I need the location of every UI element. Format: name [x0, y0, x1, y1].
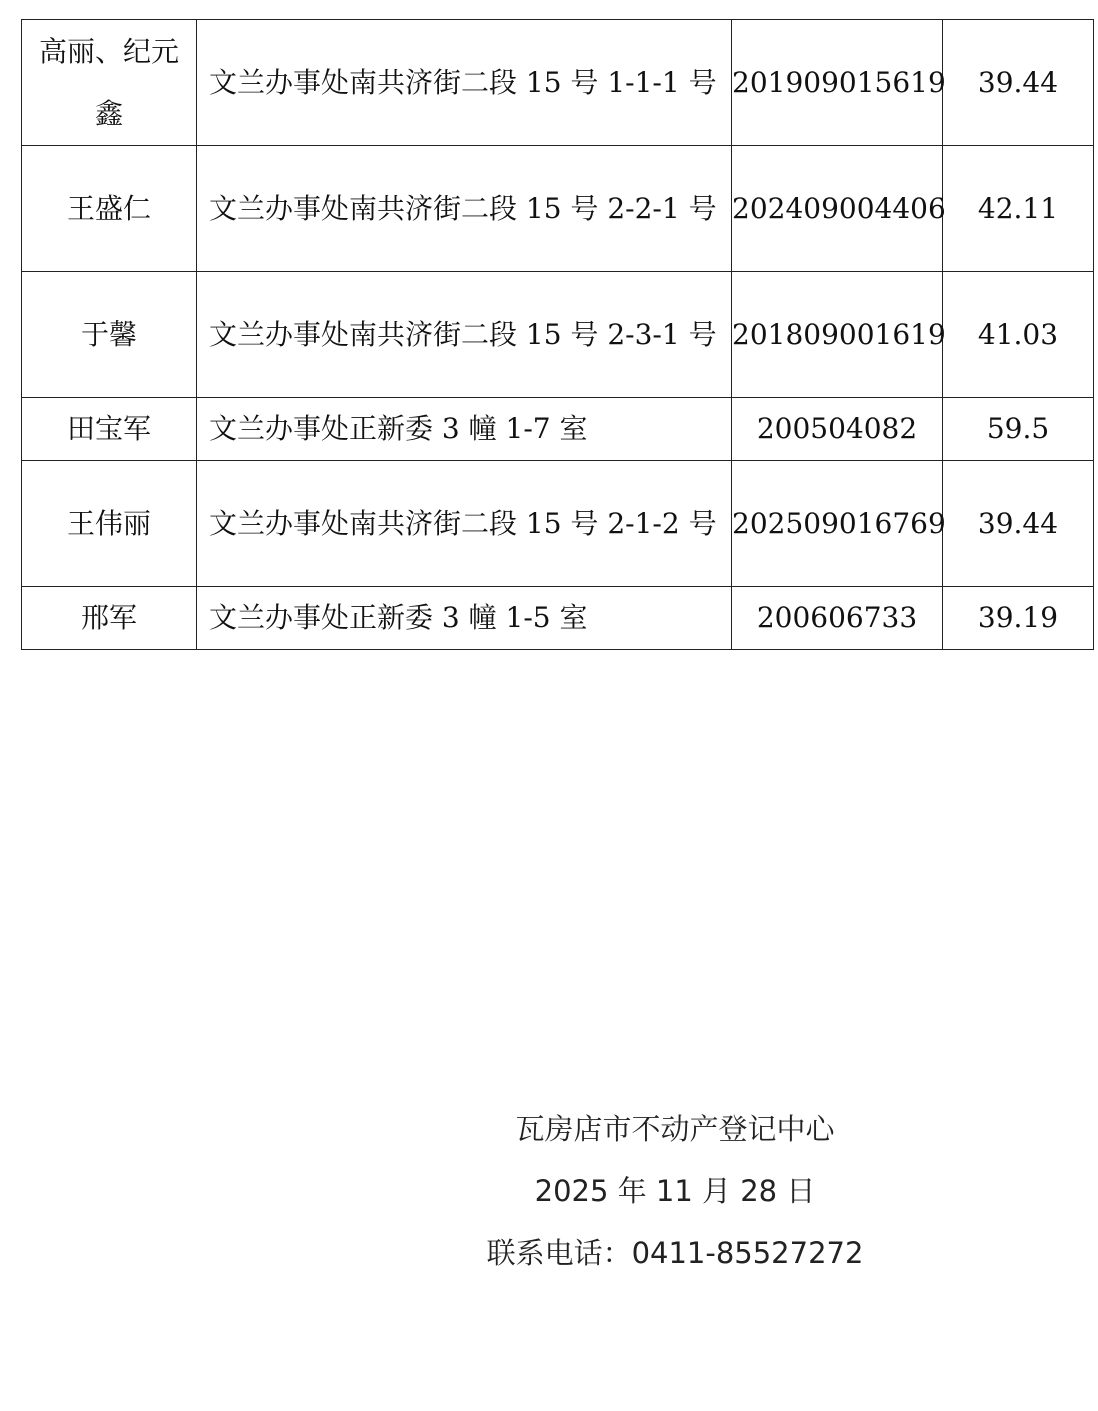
- table-row: [22, 20, 1094, 146]
- table-row: [22, 461, 1094, 587]
- certificate-number-cell: 202509016769: [732, 461, 943, 587]
- owner-name: 王伟丽: [66, 506, 151, 540]
- area-cell: 59.5: [943, 398, 1094, 461]
- owner-name-cell: [22, 587, 197, 650]
- address-cell: 文兰办事处南共济街二段 15 号 2-3-1 号: [197, 272, 732, 398]
- address-cell: 文兰办事处南共济街二段 15 号 2-1-2 号: [197, 461, 732, 587]
- table-row: [22, 146, 1094, 272]
- address-cell: 文兰办事处正新委 3 幢 1-7 室: [197, 398, 732, 461]
- issue-date: 2025 年 11 月 28 日: [534, 1174, 816, 1208]
- owner-name: 邢军: [80, 601, 137, 634]
- area-cell: 42.11: [943, 146, 1094, 272]
- table-row: [22, 272, 1094, 398]
- address-cell: 文兰办事处南共济街二段 15 号 1-1-1 号: [197, 20, 732, 146]
- table-row: [22, 398, 1094, 461]
- table-row: [22, 587, 1094, 650]
- certificate-number-cell: 201809001619: [732, 272, 943, 398]
- area-cell: 39.44: [943, 20, 1094, 146]
- owner-name: 于馨: [80, 317, 137, 351]
- owner-name-cell: [22, 461, 197, 587]
- address-cell: 文兰办事处正新委 3 幢 1-5 室: [197, 587, 732, 650]
- certificate-number-cell: 200606733: [732, 587, 943, 650]
- owner-name: 高丽、纪元鑫: [38, 34, 179, 130]
- area-cell: 39.19: [943, 587, 1094, 650]
- area-cell: 39.44: [943, 461, 1094, 587]
- contact-phone: 联系电话：0411-85527272: [486, 1236, 864, 1270]
- issuing-organization: 瓦房店市不动产登记中心: [515, 1112, 835, 1146]
- certificate-number-cell: 202409004406: [732, 146, 943, 272]
- area-cell: 41.03: [943, 272, 1094, 398]
- notice-footer: [470, 1105, 880, 1291]
- owner-name-cell: [22, 146, 197, 272]
- certificate-number-cell: 200504082: [732, 398, 943, 461]
- owner-name: 田宝军: [66, 412, 151, 445]
- owner-name-cell: [22, 272, 197, 398]
- records-table: [21, 19, 1094, 650]
- owner-name-cell: [22, 20, 197, 146]
- owner-name: 王盛仁: [66, 191, 151, 225]
- owner-name-cell: [22, 398, 197, 461]
- certificate-number-cell: 201909015619: [732, 20, 943, 146]
- address-cell: 文兰办事处南共济街二段 15 号 2-2-1 号: [197, 146, 732, 272]
